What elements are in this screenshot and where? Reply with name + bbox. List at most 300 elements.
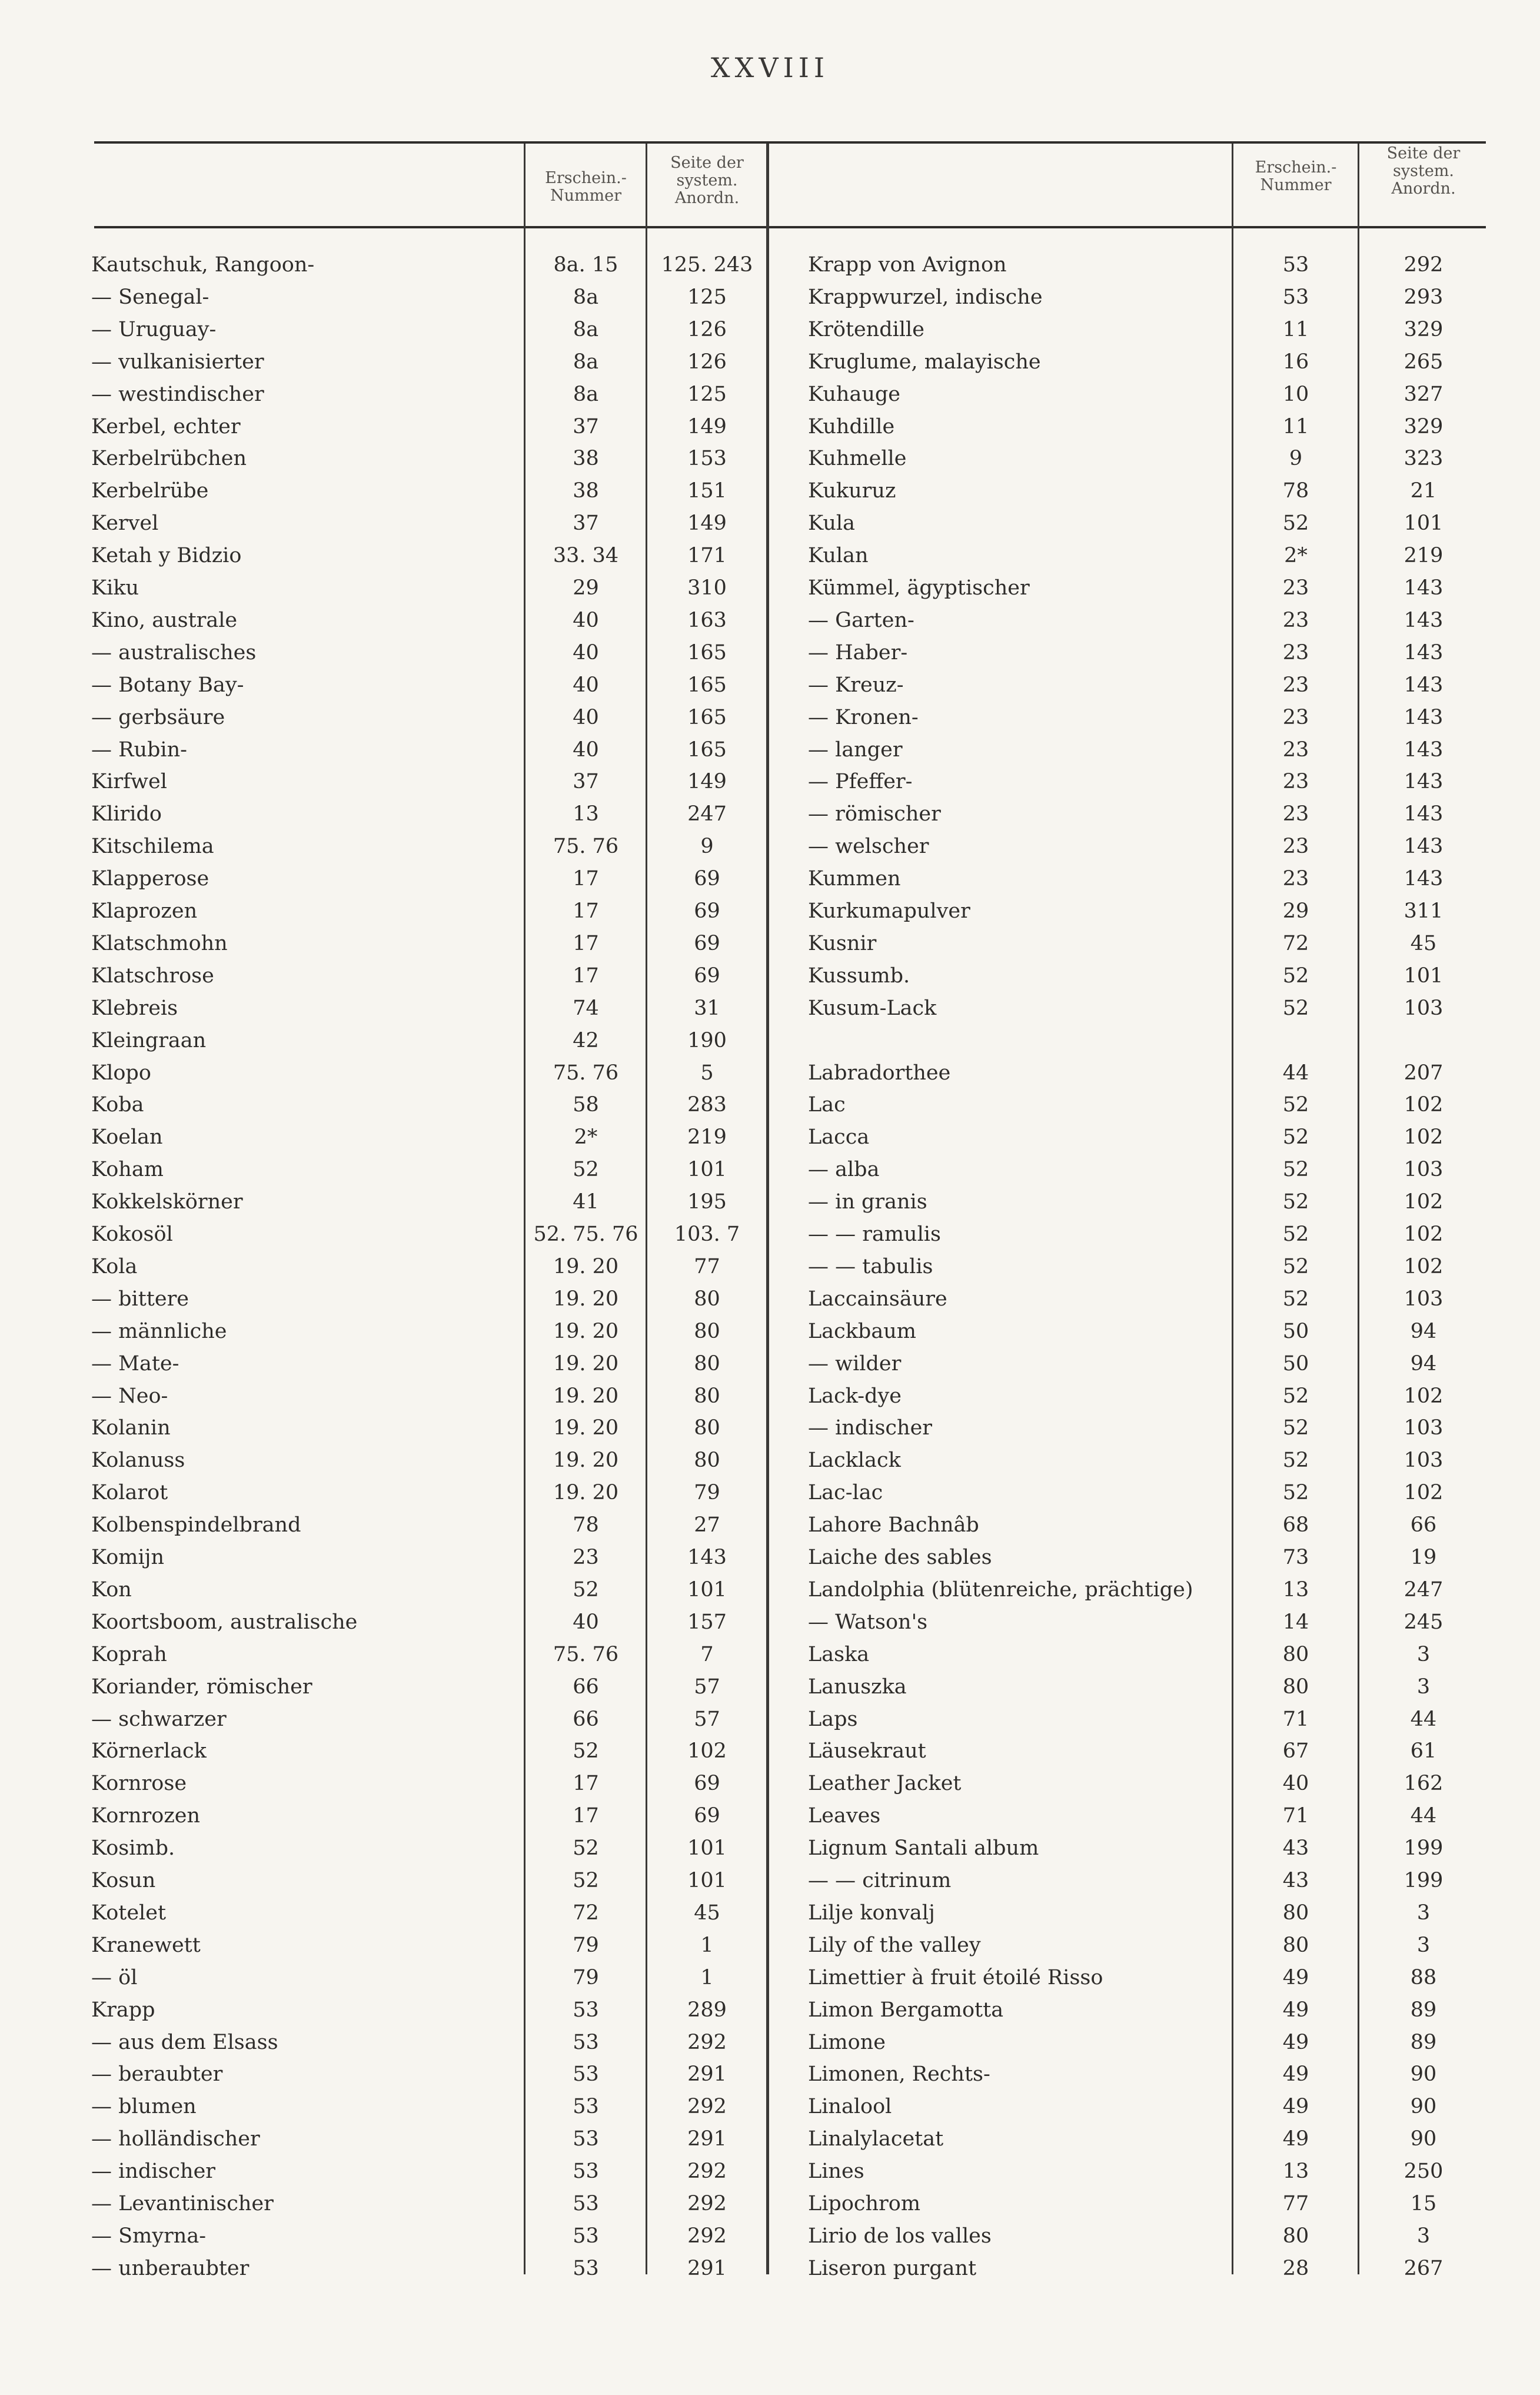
right-seite-header-line1: Seite der — [1386, 144, 1461, 162]
index-row — [91, 1509, 766, 1542]
seite-anordnung: 31 — [694, 996, 720, 1020]
erscheinung-nummer: 40 — [573, 640, 599, 665]
erscheinung-nummer: 52 — [1282, 511, 1309, 536]
erscheinung-nummer: 41 — [573, 1190, 599, 1214]
index-term: — Pfeffer- — [808, 770, 913, 794]
index-row — [91, 1897, 766, 1929]
index-term: Kussumb. — [808, 964, 910, 988]
seite-anordnung: 327 — [1403, 382, 1443, 406]
seite-anordnung: 329 — [1403, 317, 1443, 341]
index-row — [808, 1962, 1487, 1994]
right-seite-header — [1360, 145, 1487, 198]
index-row — [91, 1348, 766, 1380]
seite-anordnung: 5 — [700, 1061, 714, 1085]
seite-anordnung: 27 — [694, 1513, 720, 1537]
index-row — [808, 540, 1487, 572]
index-term: Kranewett — [91, 1933, 201, 1957]
index-row — [808, 1089, 1487, 1121]
index-term: Kitschilema — [91, 835, 214, 859]
erscheinung-nummer: 53 — [573, 1998, 599, 2022]
erscheinung-nummer: 52 — [1282, 1125, 1309, 1150]
index-term: — schwarzer — [91, 1707, 227, 1731]
seite-anordnung: 153 — [687, 447, 727, 471]
page-number: XXVIII — [710, 52, 830, 84]
index-row — [808, 346, 1487, 378]
seite-anordnung: 143 — [687, 1546, 727, 1569]
erscheinung-nummer: 53 — [573, 2030, 599, 2054]
seite-anordnung: 44 — [1410, 1804, 1437, 1828]
erscheinung-nummer: 11 — [1282, 414, 1309, 439]
index-term: Liseron purgant — [808, 2256, 977, 2280]
index-term: Limonen, Rechts- — [808, 2062, 990, 2087]
index-row — [808, 1025, 1487, 1057]
seite-anordnung: 165 — [687, 738, 727, 762]
index-row — [91, 443, 766, 475]
erscheinung-nummer: 53 — [573, 2160, 599, 2184]
seite-anordnung: 292 — [687, 2192, 727, 2215]
erscheinung-nummer: 23 — [1282, 738, 1309, 762]
index-row — [91, 572, 766, 604]
index-term: Koriander, römischer — [91, 1675, 312, 1699]
erscheinung-nummer: 33. 34 — [553, 544, 619, 568]
index-row — [91, 1025, 766, 1057]
seite-anordnung: 171 — [687, 544, 727, 568]
index-term: Limon Bergamotta — [808, 1998, 1004, 2022]
seite-anordnung: 80 — [694, 1351, 720, 1376]
seite-anordnung: 311 — [1403, 899, 1443, 923]
left-nummer-header-line2: Nummer — [550, 187, 622, 205]
index-row — [808, 1606, 1487, 1639]
left-seite-header — [648, 154, 766, 207]
erscheinung-nummer: 80 — [1282, 1933, 1309, 1957]
index-row — [91, 1477, 766, 1509]
index-term: Laska — [808, 1642, 870, 1666]
index-term: Lignum Santali album — [808, 1836, 1039, 1861]
index-term: Lines — [808, 2160, 864, 2184]
erscheinung-nummer: 50 — [1282, 1319, 1309, 1343]
erscheinung-nummer: 49 — [1282, 1998, 1309, 2022]
index-term: Kautschuk, Rangoon- — [91, 253, 315, 277]
index-term: — australisches — [91, 640, 257, 665]
index-term: Lackbaum — [808, 1319, 916, 1343]
seite-anordnung: 21 — [1410, 479, 1437, 503]
left-seite-header-line2: system. — [676, 171, 738, 190]
seite-anordnung: 195 — [687, 1190, 727, 1214]
seite-anordnung: 143 — [1403, 738, 1443, 762]
erscheinung-nummer: 23 — [1282, 867, 1309, 891]
index-row — [91, 346, 766, 378]
index-row — [808, 2091, 1487, 2123]
index-row — [808, 831, 1487, 863]
index-row — [91, 1444, 766, 1477]
index-row — [808, 2220, 1487, 2253]
index-row — [808, 2058, 1487, 2091]
erscheinung-nummer: 49 — [1282, 2062, 1309, 2087]
index-row — [808, 863, 1487, 895]
index-row — [808, 1671, 1487, 1703]
index-term: Lac-lac — [808, 1481, 883, 1505]
seite-anordnung: 69 — [694, 867, 720, 891]
erscheinung-nummer: 38 — [573, 479, 599, 503]
erscheinung-nummer: 10 — [1282, 382, 1309, 406]
index-term: Kornrose — [91, 1772, 187, 1796]
erscheinung-nummer: 52 — [1282, 1093, 1309, 1117]
index-row — [91, 2123, 766, 2155]
erscheinung-nummer: 9 — [1289, 447, 1303, 471]
index-term: Lac — [808, 1093, 846, 1117]
seite-anordnung: 162 — [1403, 1772, 1443, 1796]
seite-anordnung: 292 — [1403, 253, 1443, 277]
index-term: Lanuszka — [808, 1675, 907, 1699]
index-term: — Levantinischer — [91, 2192, 274, 2215]
seite-anordnung: 143 — [1403, 835, 1443, 859]
erscheinung-nummer: 49 — [1282, 2030, 1309, 2054]
erscheinung-nummer: 52 — [573, 1739, 599, 1763]
seite-anordnung: 165 — [687, 705, 727, 729]
index-term: Kotelet — [91, 1901, 167, 1925]
index-row — [91, 960, 766, 992]
index-term: — Haber- — [808, 640, 908, 665]
index-term: Kurkumapulver — [808, 899, 970, 923]
index-term: Kervel — [91, 511, 159, 536]
index-row — [91, 1832, 766, 1865]
erscheinung-nummer: 17 — [573, 964, 599, 988]
index-row — [808, 798, 1487, 831]
index-term: — Smyrna- — [91, 2224, 207, 2248]
index-row — [808, 1509, 1487, 1542]
seite-anordnung: 143 — [1403, 770, 1443, 794]
erscheinung-nummer: 72 — [1282, 931, 1309, 955]
index-row — [808, 1639, 1487, 1671]
erscheinung-nummer: 53 — [1282, 253, 1309, 277]
index-term: Koelan — [91, 1125, 163, 1150]
index-term: Kolanuss — [91, 1449, 185, 1473]
erscheinung-nummer: 19. 20 — [553, 1287, 619, 1311]
index-term: — Mate- — [91, 1351, 179, 1376]
erscheinung-nummer: 79 — [573, 1933, 599, 1957]
seite-anordnung: 265 — [1403, 350, 1443, 374]
index-term: Kusnir — [808, 931, 877, 955]
index-row — [91, 702, 766, 734]
erscheinung-nummer: 49 — [1282, 2095, 1309, 2119]
index-row — [808, 249, 1487, 281]
index-row — [91, 314, 766, 346]
seite-anordnung: 69 — [694, 964, 720, 988]
erscheinung-nummer: 37 — [573, 511, 599, 536]
erscheinung-nummer: 73 — [1282, 1546, 1309, 1569]
erscheinung-nummer: 19. 20 — [553, 1449, 619, 1473]
index-row — [91, 378, 766, 411]
seite-anordnung: 292 — [687, 2095, 727, 2119]
seite-anordnung: 126 — [687, 317, 727, 341]
seite-anordnung: 69 — [694, 1772, 720, 1796]
erscheinung-nummer: 75. 76 — [553, 1642, 619, 1666]
seite-anordnung: 80 — [694, 1449, 720, 1473]
seite-anordnung: 165 — [687, 640, 727, 665]
seite-anordnung: 293 — [1403, 285, 1443, 309]
seite-anordnung: 45 — [1410, 931, 1437, 955]
index-row — [808, 1929, 1487, 1962]
erscheinung-nummer: 8a — [573, 382, 599, 406]
index-row — [808, 1218, 1487, 1251]
index-term: Klirido — [91, 802, 162, 826]
seite-anordnung: 149 — [687, 511, 727, 536]
index-term: Klapperose — [91, 867, 209, 891]
index-term: Laps — [808, 1707, 858, 1731]
index-term: Klatschmohn — [91, 931, 228, 955]
index-row — [91, 1865, 766, 1897]
erscheinung-nummer: 49 — [1282, 2127, 1309, 2151]
index-term: Kokkelskörner — [91, 1190, 243, 1214]
index-term: — Uruguay- — [91, 317, 217, 341]
index-row — [91, 2155, 766, 2188]
erscheinung-nummer: 40 — [573, 673, 599, 697]
erscheinung-nummer: 52 — [1282, 964, 1309, 988]
erscheinung-nummer: 52 — [1282, 1223, 1309, 1246]
index-term: Lacca — [808, 1125, 870, 1150]
seite-anordnung: 3 — [1416, 1901, 1431, 1925]
seite-anordnung: 143 — [1403, 867, 1443, 891]
seite-anordnung: 57 — [694, 1707, 720, 1731]
erscheinung-nummer: 52 — [1282, 1158, 1309, 1182]
index-term: — Watson's — [808, 1610, 928, 1634]
index-term: Lahore Bachnâb — [808, 1513, 979, 1537]
seite-anordnung: 125 — [687, 285, 727, 309]
index-term: Kuhauge — [808, 382, 900, 406]
erscheinung-nummer: 52 — [573, 1869, 599, 1892]
index-term: Linalool — [808, 2095, 892, 2119]
seite-anordnung: 250 — [1403, 2160, 1443, 2184]
index-term: Lack-dye — [808, 1384, 902, 1408]
index-term: — indischer — [91, 2160, 216, 2184]
index-term: — Kronen- — [808, 705, 919, 729]
erscheinung-nummer: 40 — [573, 738, 599, 762]
seite-anordnung: 94 — [1410, 1351, 1437, 1376]
index-term: Kuhmelle — [808, 447, 907, 471]
seite-anordnung: 79 — [694, 1481, 720, 1505]
right-nummer-header-line2: Nummer — [1260, 176, 1332, 194]
index-term: Kiku — [91, 576, 139, 600]
seite-anordnung: 207 — [1403, 1061, 1443, 1085]
index-row — [91, 1154, 766, 1186]
seite-anordnung: 101 — [1403, 511, 1443, 536]
index-term: — — ramulis — [808, 1223, 941, 1246]
index-row — [808, 2188, 1487, 2220]
left-nummer-header-line1: Erschein.- — [545, 169, 627, 187]
index-row — [91, 734, 766, 766]
index-term: Klopo — [91, 1061, 151, 1085]
index-term: Leaves — [808, 1804, 881, 1828]
erscheinung-nummer: 52 — [1282, 1416, 1309, 1440]
index-row — [91, 669, 766, 702]
seite-anordnung: 102 — [1403, 1223, 1443, 1246]
index-row — [808, 604, 1487, 637]
index-term: Kruglume, malayische — [808, 350, 1041, 374]
seite-anordnung: 283 — [687, 1093, 727, 1117]
index-term: — westindischer — [91, 382, 264, 406]
index-row — [91, 411, 766, 443]
index-row — [808, 2027, 1487, 2059]
index-term: Landolphia (blütenreiche, prächtige) — [808, 1577, 1193, 1602]
index-row — [808, 1865, 1487, 1897]
seite-anordnung: 292 — [687, 2160, 727, 2184]
erscheinung-nummer: 23 — [1282, 802, 1309, 826]
seite-anordnung: 80 — [694, 1287, 720, 1311]
seite-anordnung: 102 — [1403, 1093, 1443, 1117]
index-row — [91, 2253, 766, 2285]
seite-anordnung: 7 — [700, 1642, 714, 1666]
seite-anordnung: 267 — [1403, 2256, 1443, 2280]
erscheinung-nummer: 74 — [573, 996, 599, 1020]
index-row — [808, 1832, 1487, 1865]
index-row — [808, 1542, 1487, 1574]
erscheinung-nummer: 78 — [573, 1513, 599, 1537]
index-row — [91, 1800, 766, 1832]
erscheinung-nummer: 38 — [573, 447, 599, 471]
seite-anordnung: 102 — [1403, 1190, 1443, 1214]
index-row — [91, 1218, 766, 1251]
index-row — [91, 2188, 766, 2220]
index-row — [91, 637, 766, 669]
seite-anordnung: 102 — [1403, 1125, 1443, 1150]
seite-anordnung: 66 — [1410, 1513, 1437, 1537]
erscheinung-nummer: 17 — [573, 1804, 599, 1828]
erscheinung-nummer: 23 — [1282, 608, 1309, 632]
index-term: — welscher — [808, 835, 929, 859]
index-term: Kula — [808, 511, 855, 536]
erscheinung-nummer: 13 — [573, 802, 599, 826]
index-term: Kusum-Lack — [808, 996, 937, 1020]
erscheinung-nummer: 52 — [1282, 1449, 1309, 1473]
seite-anordnung: 143 — [1403, 608, 1443, 632]
seite-anordnung: 143 — [1403, 673, 1443, 697]
erscheinung-nummer: 52 — [1282, 1287, 1309, 1311]
seite-anordnung: 89 — [1410, 2030, 1437, 2054]
erscheinung-nummer: 75. 76 — [553, 1061, 619, 1085]
seite-anordnung: 103 — [1403, 1158, 1443, 1182]
index-row — [91, 507, 766, 540]
erscheinung-nummer: 19. 20 — [553, 1384, 619, 1408]
index-term: Lily of the valley — [808, 1933, 981, 1957]
erscheinung-nummer: 37 — [573, 770, 599, 794]
index-row — [91, 1089, 766, 1121]
index-term: Limettier à fruit étoilé Risso — [808, 1965, 1103, 1989]
seite-anordnung: 101 — [687, 1836, 727, 1861]
right-seite-header-line3: Anordn. — [1391, 180, 1456, 198]
index-row — [808, 1412, 1487, 1444]
index-row — [91, 1606, 766, 1639]
right-nummer-header-line1: Erschein.- — [1255, 158, 1337, 177]
index-row — [91, 281, 766, 314]
index-row — [91, 1283, 766, 1316]
seite-anordnung: 190 — [687, 1028, 727, 1052]
seite-anordnung: 3 — [1416, 2224, 1431, 2248]
seite-anordnung: 102 — [1403, 1384, 1443, 1408]
index-row — [808, 1057, 1487, 1089]
erscheinung-nummer: 19. 20 — [553, 1481, 619, 1505]
seite-anordnung: 80 — [694, 1384, 720, 1408]
erscheinung-nummer: 52. 75. 76 — [533, 1223, 638, 1246]
seite-anordnung: 126 — [687, 350, 727, 374]
seite-anordnung: 219 — [687, 1125, 727, 1150]
seite-anordnung: 291 — [687, 2127, 727, 2151]
erscheinung-nummer: 2* — [1284, 544, 1308, 568]
index-row — [808, 2123, 1487, 2155]
left-nummer-header — [526, 170, 646, 205]
index-term: Kosun — [91, 1869, 156, 1892]
seite-anordnung: 1 — [700, 1965, 714, 1989]
seite-anordnung: 245 — [1403, 1610, 1443, 1634]
index-row — [808, 960, 1487, 992]
index-row — [91, 1768, 766, 1800]
seite-anordnung: 44 — [1410, 1707, 1437, 1731]
index-term: Krappwurzel, indische — [808, 285, 1043, 309]
erscheinung-nummer: 52 — [573, 1836, 599, 1861]
seite-anordnung: 88 — [1410, 1965, 1437, 1989]
erscheinung-nummer: 71 — [1282, 1707, 1309, 1731]
seite-anordnung: 101 — [687, 1158, 727, 1182]
erscheinung-nummer: 43 — [1282, 1869, 1309, 1892]
erscheinung-nummer: 37 — [573, 414, 599, 439]
index-row — [808, 992, 1487, 1025]
index-row — [808, 734, 1487, 766]
erscheinung-nummer: 23 — [1282, 673, 1309, 697]
erscheinung-nummer: 52 — [1282, 1190, 1309, 1214]
index-term: Kummen — [808, 867, 901, 891]
erscheinung-nummer: 40 — [573, 608, 599, 632]
erscheinung-nummer: 23 — [1282, 640, 1309, 665]
erscheinung-nummer: 40 — [573, 705, 599, 729]
index-row — [91, 249, 766, 281]
index-row — [91, 1121, 766, 1154]
index-row — [91, 1735, 766, 1768]
erscheinung-nummer: 53 — [573, 2127, 599, 2151]
index-row — [808, 702, 1487, 734]
index-row — [91, 1574, 766, 1606]
erscheinung-nummer: 80 — [1282, 1901, 1309, 1925]
index-term: Lipochrom — [808, 2192, 921, 2215]
erscheinung-nummer: 66 — [573, 1707, 599, 1731]
index-term: — männliche — [91, 1319, 227, 1343]
index-row — [91, 604, 766, 637]
index-term: — beraubter — [91, 2062, 223, 2087]
seite-anordnung: 143 — [1403, 802, 1443, 826]
index-row — [808, 2155, 1487, 2188]
erscheinung-nummer: 23 — [1282, 576, 1309, 600]
seite-anordnung: 291 — [687, 2256, 727, 2280]
erscheinung-nummer: 52 — [1282, 1384, 1309, 1408]
index-row — [808, 1994, 1487, 2027]
seite-anordnung: 149 — [687, 770, 727, 794]
index-term: — vulkanisierter — [91, 350, 264, 374]
index-term: Lacklack — [808, 1449, 901, 1473]
seite-anordnung: 80 — [694, 1416, 720, 1440]
index-term: — Kreuz- — [808, 673, 904, 697]
index-row — [91, 1962, 766, 1994]
seite-anordnung: 149 — [687, 414, 727, 439]
index-term: Klaprozen — [91, 899, 198, 923]
index-row — [808, 766, 1487, 798]
erscheinung-nummer: 2* — [574, 1125, 598, 1150]
seite-anordnung: 102 — [1403, 1481, 1443, 1505]
erscheinung-nummer: 80 — [1282, 1675, 1309, 1699]
index-term: Koprah — [91, 1642, 167, 1666]
index-term: — langer — [808, 738, 903, 762]
index-row — [808, 1444, 1487, 1477]
index-row — [808, 2253, 1487, 2285]
erscheinung-nummer: 19. 20 — [553, 1416, 619, 1440]
index-row — [91, 2220, 766, 2253]
